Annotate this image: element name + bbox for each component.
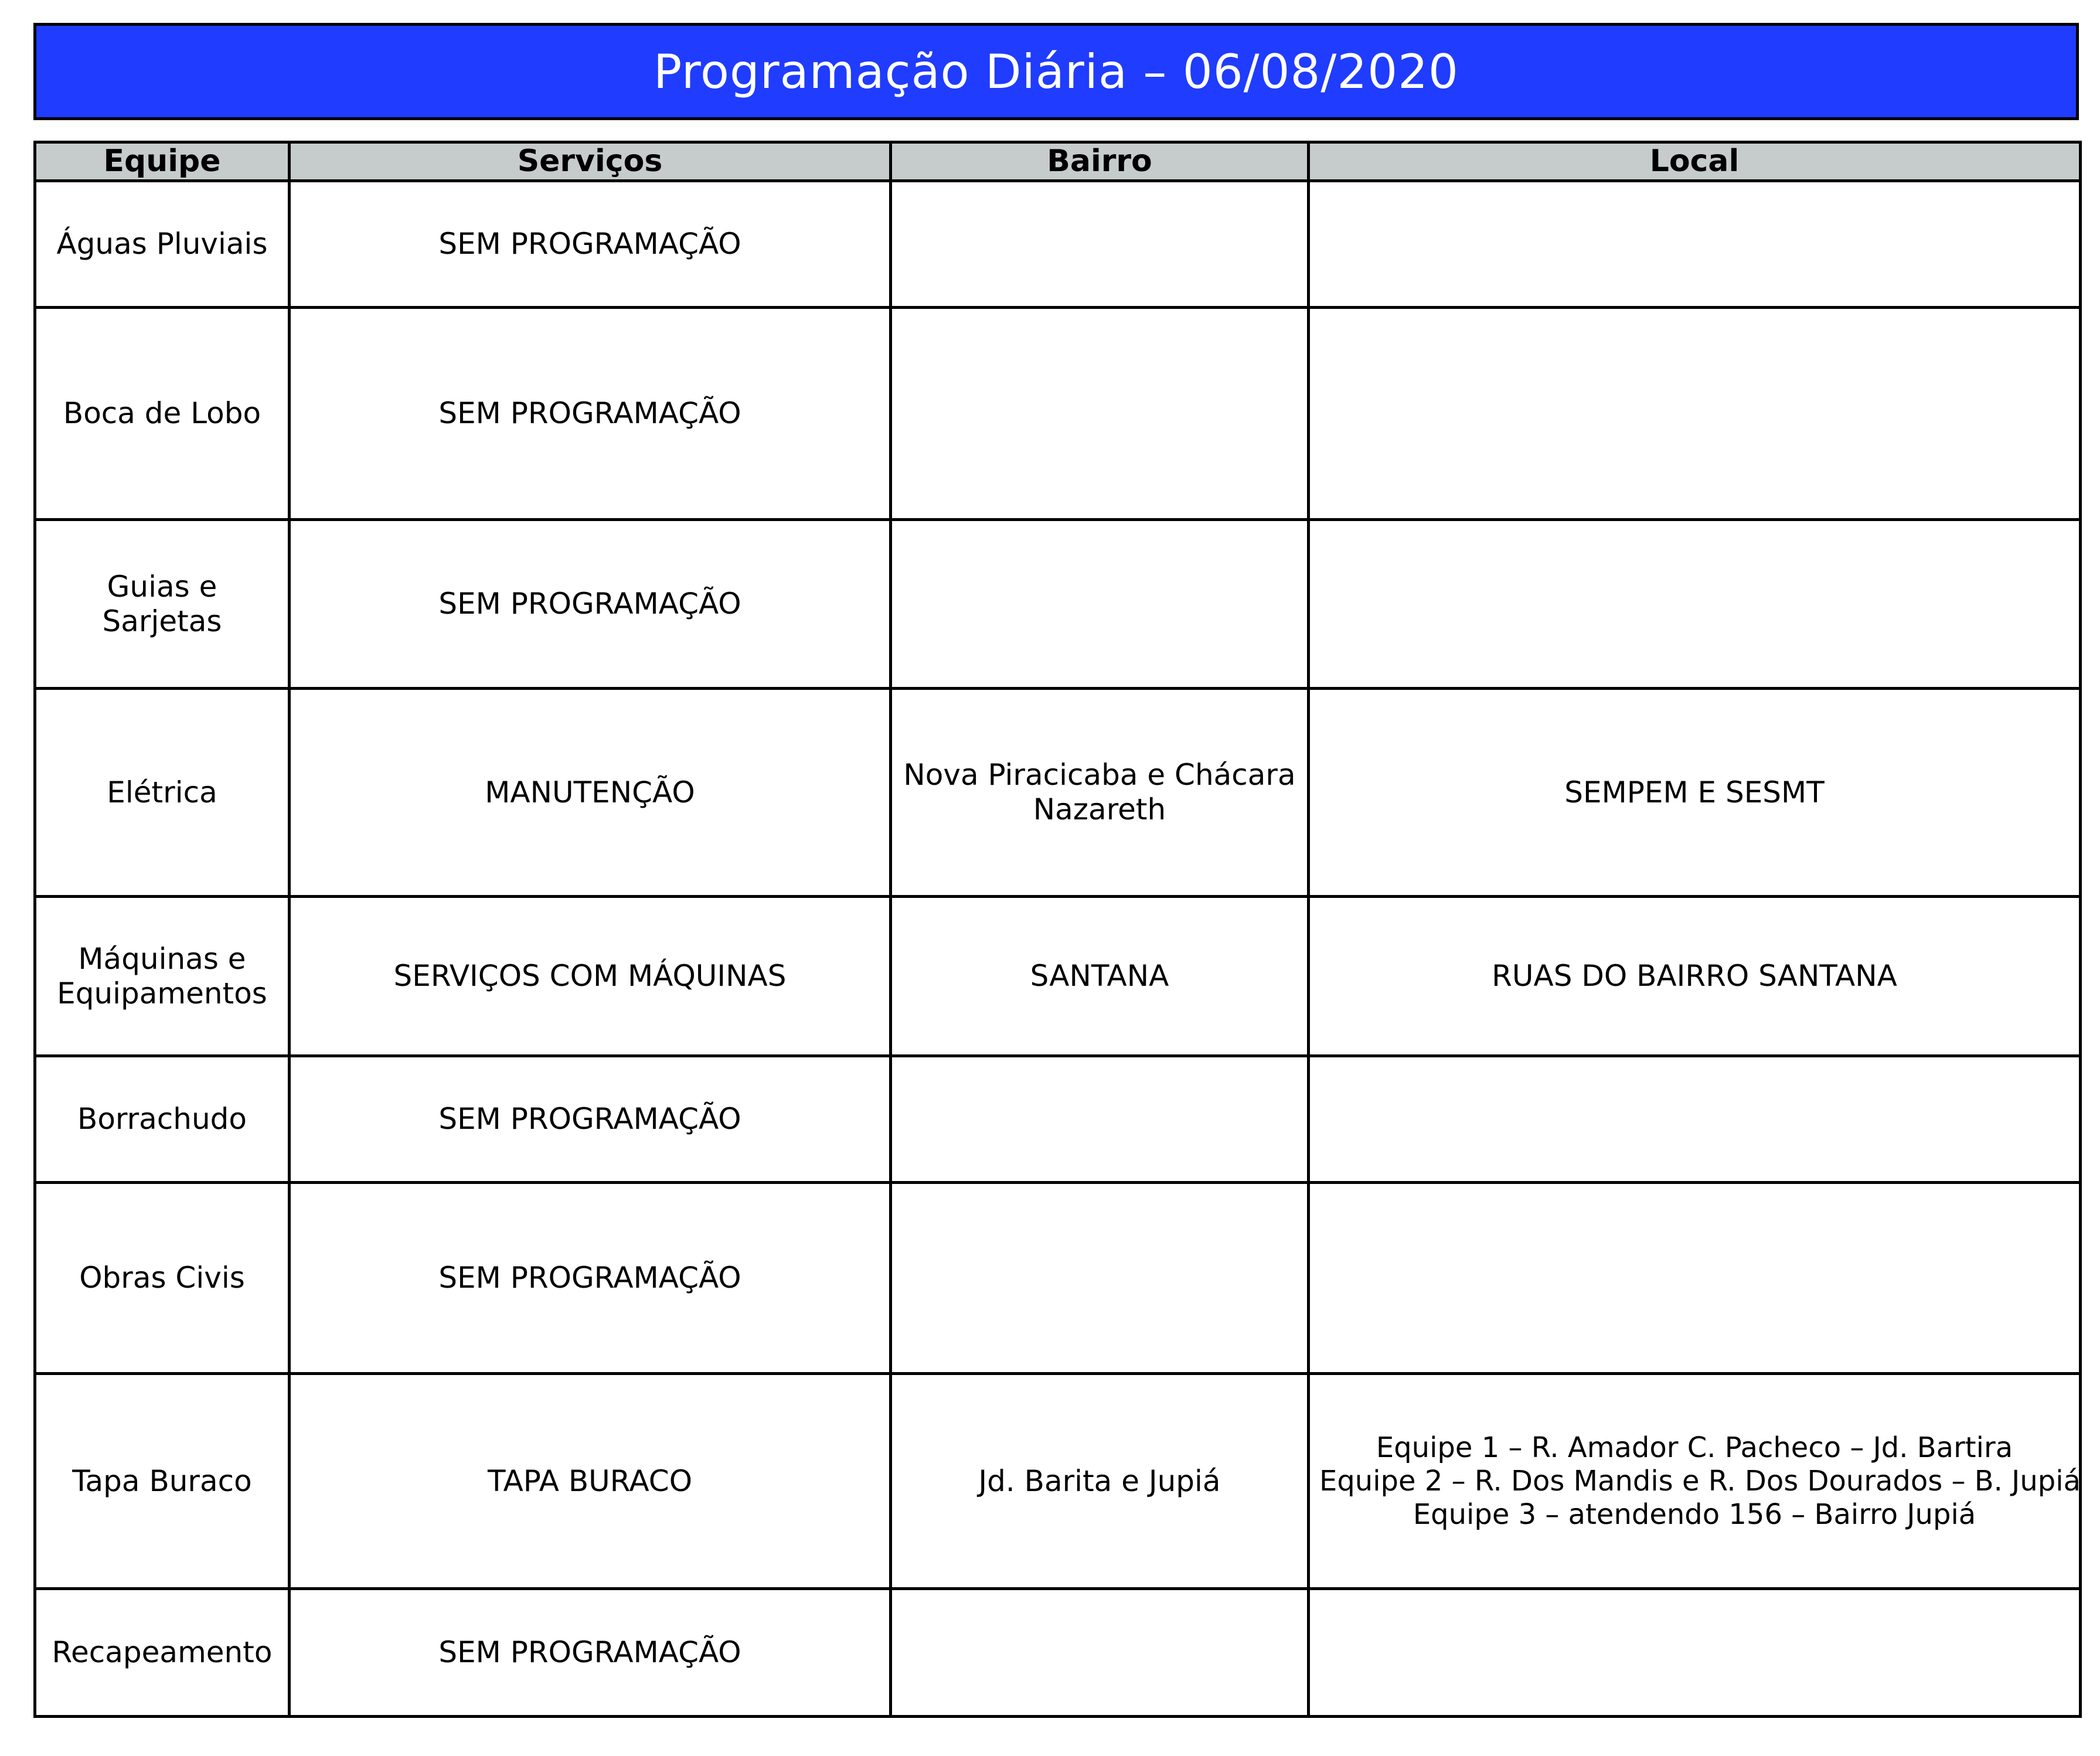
bairro-cell xyxy=(891,1589,1309,1717)
schedule-table xyxy=(33,141,2082,1718)
page-title: Programação Diária – 06/08/2020 xyxy=(654,44,1459,99)
table-header-row xyxy=(35,142,2081,181)
column-header-servicos: Serviços xyxy=(290,142,891,181)
local-line: Equipe 2 – R. Dos Mandis e R. Dos Dourados – B. Jupiá xyxy=(1319,1465,2081,1498)
equipe-cell-text: Borrachudo xyxy=(77,1102,247,1136)
local-cell xyxy=(1309,897,2081,1056)
equipe-cell-text: Guias e Sarjetas xyxy=(102,569,222,638)
servicos-cell xyxy=(290,181,891,308)
equipe-cell-text: Recapeamento xyxy=(52,1635,273,1670)
table-row xyxy=(35,689,2081,897)
equipe-cell xyxy=(35,308,290,520)
table-row xyxy=(35,308,2081,520)
table-row xyxy=(35,1589,2081,1717)
equipe-cell xyxy=(35,689,290,897)
servicos-cell-text: SERVIÇOS COM MÁQUINAS xyxy=(393,959,787,993)
table-row xyxy=(35,520,2081,689)
local-line: SEMPEM E SESMT xyxy=(1564,775,1825,809)
bairro-cell-text: Nova Piracicaba e Chácara Nazareth xyxy=(903,758,1296,827)
servicos-cell-text: SEM PROGRAMAÇÃO xyxy=(438,1261,741,1295)
equipe-cell-text: Águas Pluviais xyxy=(56,227,268,261)
equipe-cell-text: Máquinas e Equipamentos xyxy=(57,941,267,1010)
title-bar xyxy=(33,23,2079,120)
table-row xyxy=(35,1056,2081,1183)
equipe-cell-text: Elétrica xyxy=(107,775,217,809)
local-cell xyxy=(1309,181,2081,308)
servicos-cell xyxy=(290,520,891,689)
bairro-cell xyxy=(891,689,1309,897)
table-row xyxy=(35,181,2081,308)
bairro-cell-text: Jd. Barita e Jupiá xyxy=(978,1464,1221,1498)
local-cell xyxy=(1309,520,2081,689)
local-cell xyxy=(1309,1589,2081,1717)
bairro-cell xyxy=(891,897,1309,1056)
servicos-cell-text: SEM PROGRAMAÇÃO xyxy=(438,587,741,621)
equipe-cell xyxy=(35,1374,290,1589)
servicos-cell-text: SEM PROGRAMAÇÃO xyxy=(438,227,741,261)
equipe-cell xyxy=(35,520,290,689)
servicos-cell xyxy=(290,1056,891,1183)
local-cell xyxy=(1309,689,2081,897)
equipe-cell xyxy=(35,897,290,1056)
equipe-cell-text: Obras Civis xyxy=(79,1261,245,1295)
servicos-cell-text: MANUTENÇÃO xyxy=(485,775,695,809)
table-row xyxy=(35,897,2081,1056)
local-line: Equipe 1 – R. Amador C. Pacheco – Jd. Bartira xyxy=(1376,1431,2013,1465)
local-line: Equipe 3 – atendendo 156 – Bairro Jupiá xyxy=(1413,1498,1976,1531)
bairro-cell xyxy=(891,1183,1309,1374)
column-header-bairro: Bairro xyxy=(891,142,1309,181)
equipe-cell xyxy=(35,1056,290,1183)
equipe-cell xyxy=(35,1589,290,1717)
bairro-cell xyxy=(891,308,1309,520)
servicos-cell-text: SEM PROGRAMAÇÃO xyxy=(438,396,741,431)
local-cell xyxy=(1309,1183,2081,1374)
table-body xyxy=(35,181,2081,1717)
equipe-cell-text: Boca de Lobo xyxy=(63,396,261,431)
equipe-cell-text: Tapa Buraco xyxy=(72,1464,252,1498)
local-line: RUAS DO BAIRRO SANTANA xyxy=(1492,959,1897,993)
servicos-cell xyxy=(290,1374,891,1589)
equipe-cell xyxy=(35,181,290,308)
local-cell xyxy=(1309,1056,2081,1183)
local-cell xyxy=(1309,1374,2081,1589)
bairro-cell xyxy=(891,1374,1309,1589)
bairro-cell xyxy=(891,1056,1309,1183)
bairro-cell xyxy=(891,181,1309,308)
servicos-cell-text: SEM PROGRAMAÇÃO xyxy=(438,1635,741,1670)
bairro-cell-text: SANTANA xyxy=(1030,959,1169,993)
servicos-cell xyxy=(290,1589,891,1717)
servicos-cell xyxy=(290,1183,891,1374)
servicos-cell-text: SEM PROGRAMAÇÃO xyxy=(438,1102,741,1136)
local-cell xyxy=(1309,308,2081,520)
column-header-local: Local xyxy=(1309,142,2081,181)
equipe-cell xyxy=(35,1183,290,1374)
table-row xyxy=(35,1183,2081,1374)
servicos-cell xyxy=(290,897,891,1056)
table-row xyxy=(35,1374,2081,1589)
servicos-cell xyxy=(290,689,891,897)
servicos-cell-text: TAPA BURACO xyxy=(487,1464,693,1498)
servicos-cell xyxy=(290,308,891,520)
column-header-equipe: Equipe xyxy=(35,142,290,181)
bairro-cell xyxy=(891,520,1309,689)
